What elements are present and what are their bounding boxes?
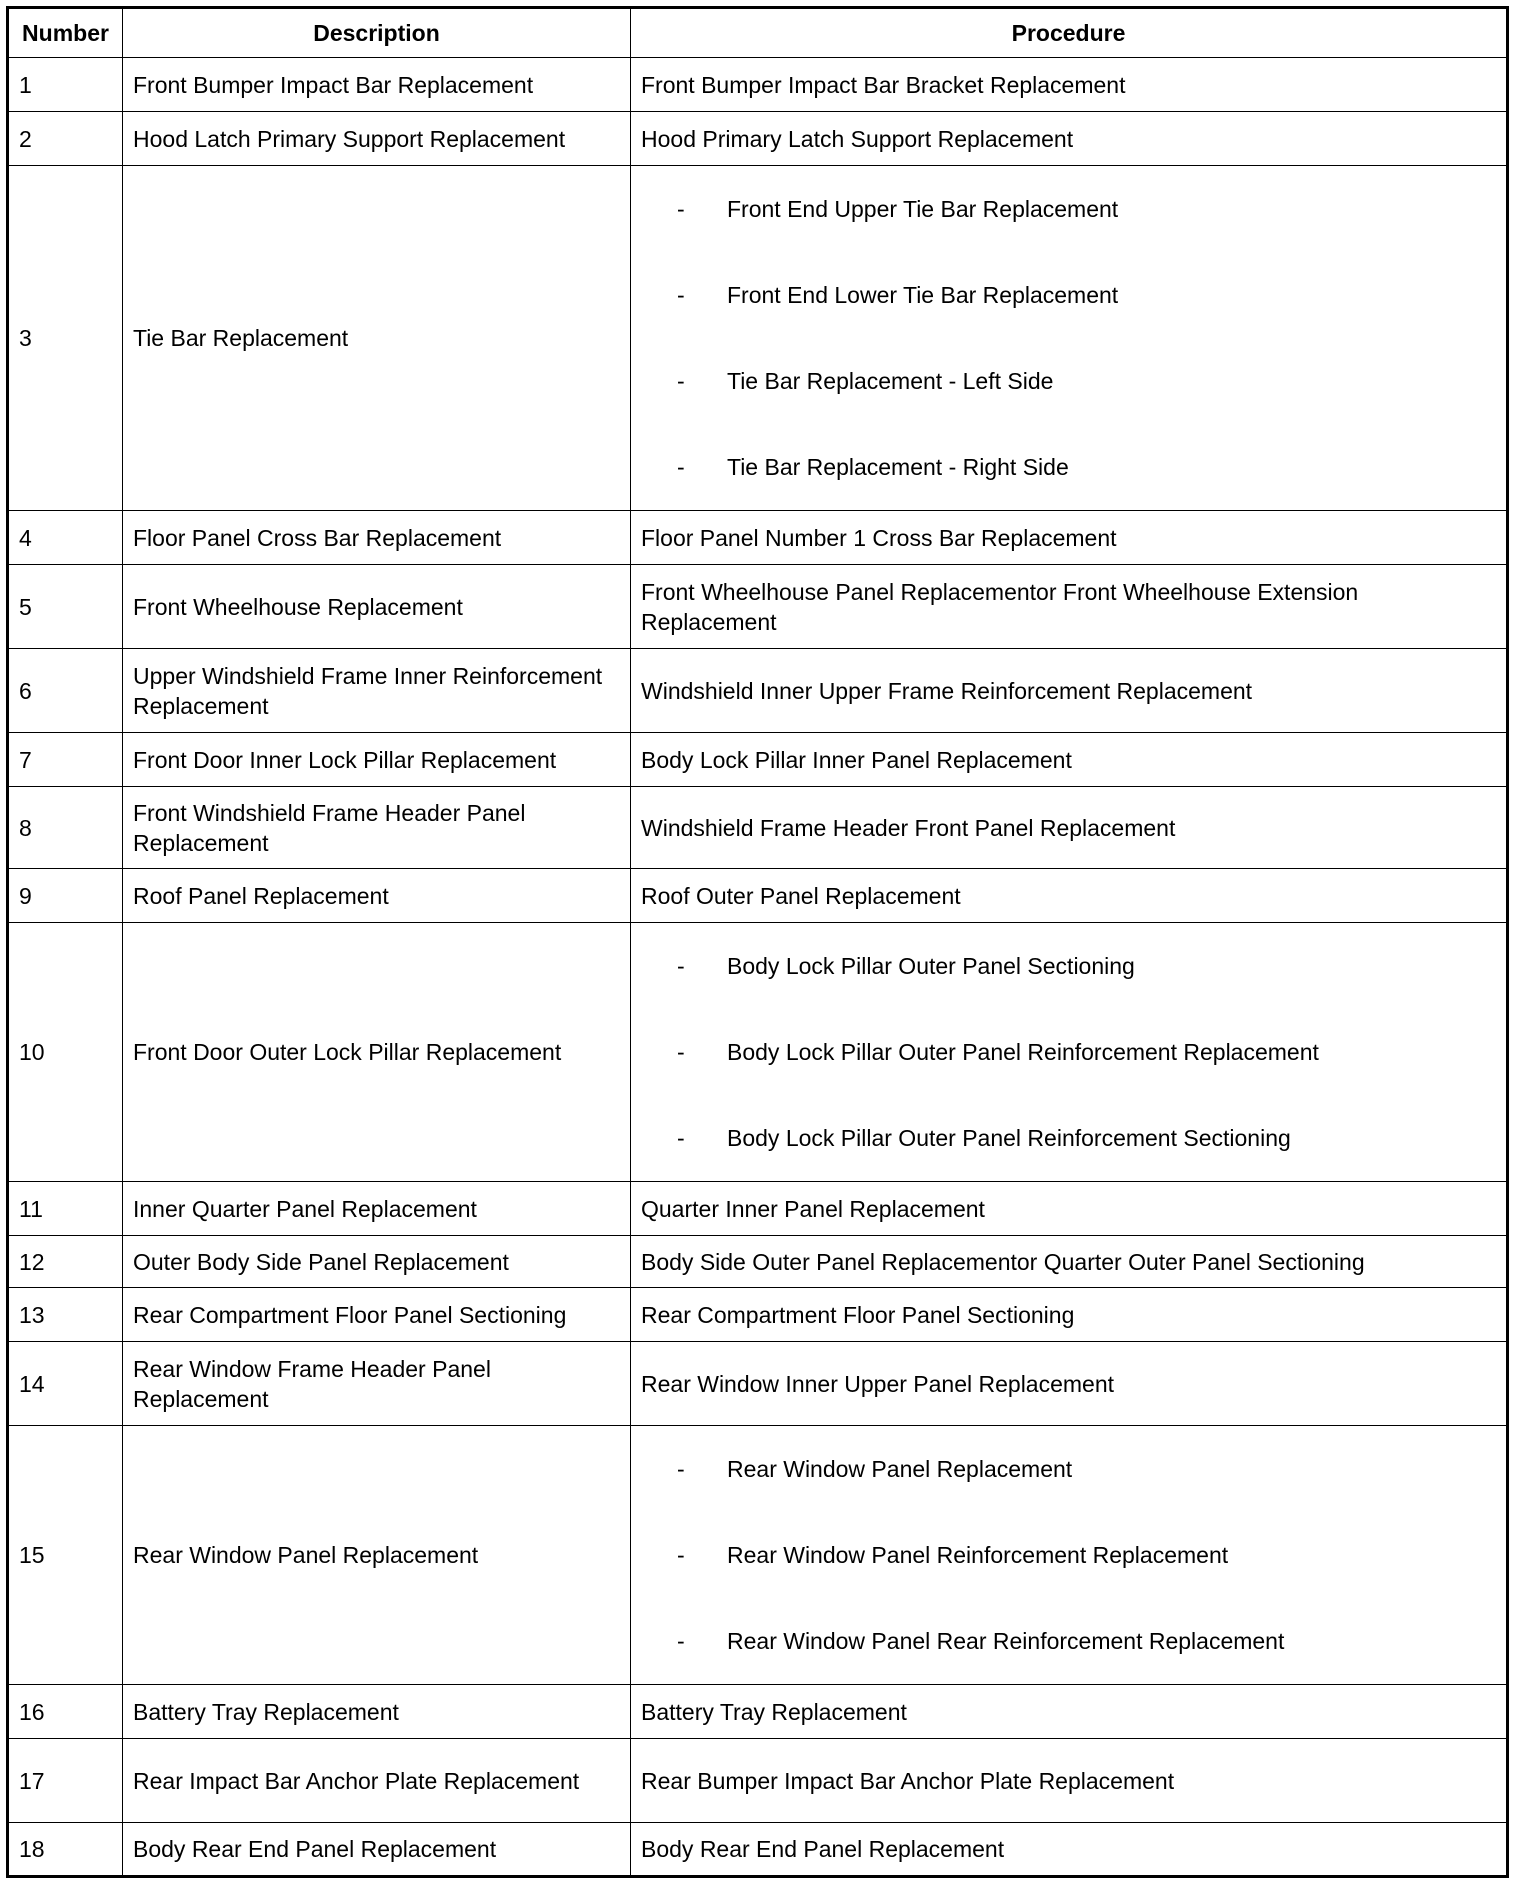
bullet-dash: - [677,1628,685,1654]
row-procedure: Battery Tray Replacement [631,1685,1508,1739]
bullet-dash: - [677,368,685,394]
row-description: Battery Tray Replacement [123,1685,631,1739]
header-row [8,8,1508,58]
row-number: 12 [8,1236,123,1288]
bullet-dash: - [677,953,685,979]
row-number: 7 [8,733,123,787]
row-number: 1 [8,58,123,112]
list-item [641,923,1496,1009]
row-description: Body Rear End Panel Replacement [123,1823,631,1877]
row-procedure: Roof Outer Panel Replacement [631,869,1508,923]
row-procedure: Rear Bumper Impact Bar Anchor Plate Replacement [631,1739,1508,1823]
row-description: Front Windshield Frame Header Panel Replacement [123,787,631,869]
row-procedure: Front Wheelhouse Panel Replacementor Front Wheelhouse Extension Replacement [631,565,1508,649]
row-number: 3 [8,166,123,511]
row-procedure-list [631,1426,1508,1685]
bullet-dash: - [677,1456,685,1482]
row-procedure-list [631,166,1508,511]
row-procedure: Rear Window Inner Upper Panel Replacement [631,1342,1508,1426]
list-item [641,166,1496,252]
row-number: 14 [8,1342,123,1426]
row-description: Inner Quarter Panel Replacement [123,1182,631,1236]
row-description: Front Door Outer Lock Pillar Replacement [123,923,631,1182]
list-item-text: Body Lock Pillar Outer Panel Sectioning [727,953,1135,979]
table-row [8,112,1508,166]
list-item-text: Rear Window Panel Rear Reinforcement Replacement [727,1628,1285,1654]
row-procedure: Body Side Outer Panel Replacementor Quarter Outer Panel Sectioning [631,1236,1508,1288]
table-row [8,649,1508,733]
list-item-text: Front End Lower Tie Bar Replacement [727,282,1119,308]
list-item-text: Tie Bar Replacement - Right Side [727,454,1069,480]
row-number: 5 [8,565,123,649]
bullet-dash: - [677,1039,685,1065]
table-row [8,1685,1508,1739]
row-description: Rear Window Frame Header Panel Replacement [123,1342,631,1426]
row-number: 10 [8,923,123,1182]
list-item [641,1095,1496,1181]
row-number: 17 [8,1739,123,1823]
row-description: Rear Impact Bar Anchor Plate Replacement [123,1739,631,1823]
row-description: Outer Body Side Panel Replacement [123,1236,631,1288]
table-row [8,511,1508,565]
replacement-procedures-table [6,6,1509,1878]
row-description: Rear Window Panel Replacement [123,1426,631,1685]
table-row [8,166,1508,511]
bullet-dash: - [677,196,685,222]
list-item [641,338,1496,424]
list-item [641,1598,1496,1684]
row-procedure-list [631,923,1508,1182]
row-procedure: Front Bumper Impact Bar Bracket Replacement [631,58,1508,112]
row-description: Front Wheelhouse Replacement [123,565,631,649]
row-description: Roof Panel Replacement [123,869,631,923]
row-description: Floor Panel Cross Bar Replacement [123,511,631,565]
row-number: 9 [8,869,123,923]
row-number: 15 [8,1426,123,1685]
row-description: Tie Bar Replacement [123,166,631,511]
header-procedure: Procedure [631,8,1508,58]
row-procedure: Rear Compartment Floor Panel Sectioning [631,1288,1508,1342]
list-item-text: Tie Bar Replacement - Left Side [727,368,1054,394]
table-row [8,1182,1508,1236]
table-row [8,1739,1508,1823]
row-number: 13 [8,1288,123,1342]
row-number: 8 [8,787,123,869]
header-number: Number [8,8,123,58]
row-description: Rear Compartment Floor Panel Sectioning [123,1288,631,1342]
row-number: 2 [8,112,123,166]
list-item-text: Body Lock Pillar Outer Panel Reinforcement Sectioning [727,1125,1291,1151]
table-row [8,1342,1508,1426]
row-number: 11 [8,1182,123,1236]
row-description: Front Door Inner Lock Pillar Replacement [123,733,631,787]
list-item-text: Front End Upper Tie Bar Replacement [727,196,1119,222]
row-number: 6 [8,649,123,733]
table-row [8,1426,1508,1685]
list-item-text: Rear Window Panel Replacement [727,1456,1073,1482]
row-number: 4 [8,511,123,565]
bullet-dash: - [677,1542,685,1568]
table-row [8,58,1508,112]
table-row [8,787,1508,869]
list-item [641,1512,1496,1598]
row-number: 18 [8,1823,123,1877]
bullet-dash: - [677,454,685,480]
row-procedure: Windshield Frame Header Front Panel Replacement [631,787,1508,869]
header-description: Description [123,8,631,58]
list-item [641,252,1496,338]
table-row [8,1236,1508,1288]
row-procedure: Windshield Inner Upper Frame Reinforcement Replacement [631,649,1508,733]
bullet-dash: - [677,282,685,308]
row-procedure: Body Lock Pillar Inner Panel Replacement [631,733,1508,787]
row-procedure: Hood Primary Latch Support Replacement [631,112,1508,166]
list-item-text: Rear Window Panel Reinforcement Replacement [727,1542,1229,1568]
row-description: Upper Windshield Frame Inner Reinforcement Replacement [123,649,631,733]
row-description: Front Bumper Impact Bar Replacement [123,58,631,112]
table-row [8,923,1508,1182]
bullet-dash: - [677,1125,685,1151]
row-description: Hood Latch Primary Support Replacement [123,112,631,166]
table-row [8,1823,1508,1877]
row-procedure: Floor Panel Number 1 Cross Bar Replacement [631,511,1508,565]
row-number: 16 [8,1685,123,1739]
table-row [8,733,1508,787]
list-item [641,1426,1496,1512]
table-row [8,565,1508,649]
row-procedure: Quarter Inner Panel Replacement [631,1182,1508,1236]
list-item-text: Body Lock Pillar Outer Panel Reinforcement Replacement [727,1039,1319,1065]
list-item [641,1009,1496,1095]
table-row [8,869,1508,923]
table-row [8,1288,1508,1342]
row-procedure: Body Rear End Panel Replacement [631,1823,1508,1877]
list-item [641,424,1496,510]
